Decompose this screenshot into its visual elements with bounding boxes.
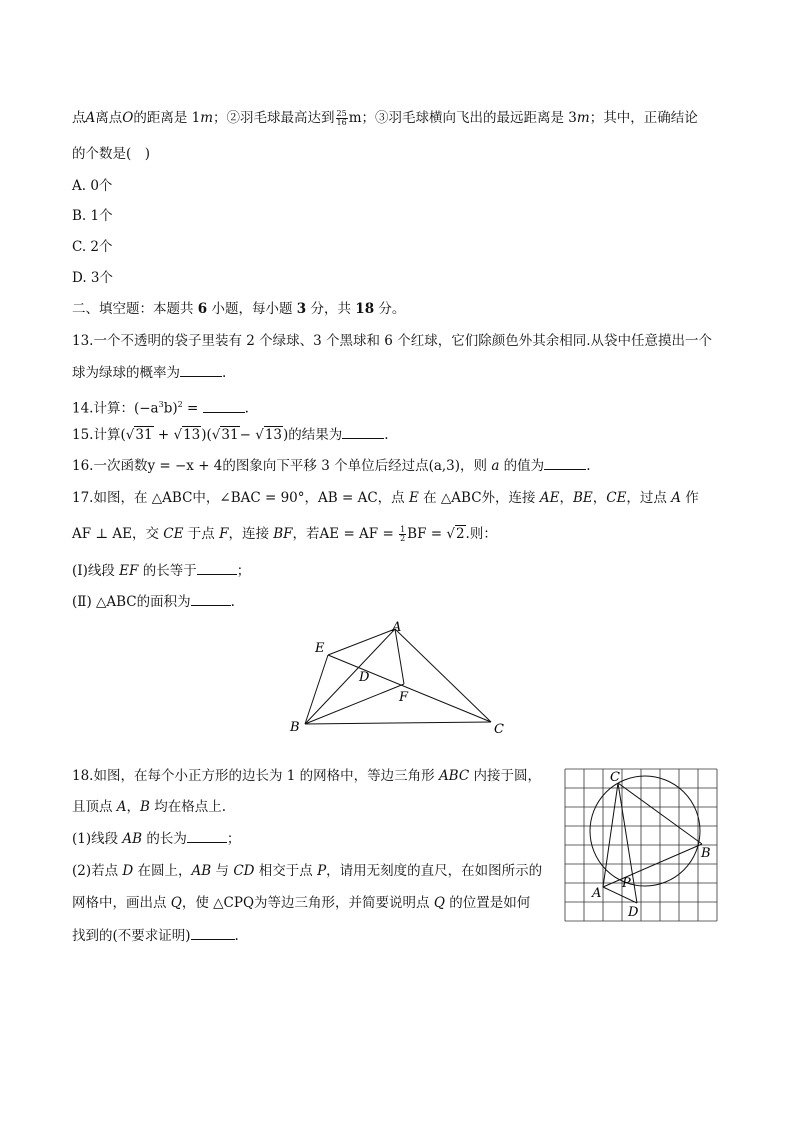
var: P [317,863,327,879]
segment-BC [305,722,491,724]
var: B [140,799,150,815]
q12-line-2: 的个数是( ) [72,146,151,162]
text: 内接于圆， [469,768,541,784]
q18-line-4 [72,893,530,913]
label-D: D [628,905,639,920]
label-D: D [359,670,370,685]
segment-AF [395,629,404,684]
q18-figure [562,766,722,926]
segment-EB [305,655,328,724]
var: EF [119,563,139,579]
period: . [384,427,389,443]
q17-part-1 [72,561,250,581]
segment-AC [603,783,618,887]
sqrt-31: √31 [125,427,153,443]
var-O: O [122,110,134,126]
label-C: C [610,770,620,785]
text: 的长为 [142,831,187,847]
var: A [116,799,127,815]
segment-AD [603,887,637,903]
label-P: P [622,876,631,891]
text: (Ⅰ)线段 [72,563,120,579]
denominator: 16 [336,118,347,127]
q18-line-1 [72,766,541,786]
answer-blank[interactable] [191,926,235,940]
q15 [72,425,389,445]
text: 16.一次函数y = −x + 4的图象向下平移 3 个单位后经过点(a,3)，则 [72,458,492,474]
segment-AB [603,844,702,887]
period: . [222,365,227,381]
period: . [230,594,235,610]
text: 分。 [374,301,406,317]
q12-option-a: A. 0个 [72,178,113,194]
num: 6 [197,301,208,317]
text: ，若AE = AF = [292,526,399,542]
num: 3 [296,301,307,317]
text: ， [559,490,573,506]
text: AF ⊥ AE，交 [72,526,164,542]
text: 的长等于 [138,563,197,579]
text: 球为绿球的概率为 [72,365,180,381]
q12-option-d: D. 3个 [72,270,114,286]
var: CD [233,863,255,879]
segment-EC [328,655,491,722]
text: 作 [680,490,699,506]
text: ； [226,831,241,847]
text: ， [126,799,141,815]
text: ，连接 [228,526,274,542]
text: ；其中，正确结论 [589,110,698,126]
text: 与 [211,863,234,879]
label-A: A [392,620,402,635]
text: ；②羽毛球最高达到 [213,110,335,126]
q13-line-2 [72,363,226,383]
q14 [72,395,249,419]
var: E [408,490,419,506]
text: (2)若点 [72,863,123,879]
text: 分，共 [306,301,356,317]
text: ，过点 [626,490,672,506]
text: 找到的(不要求证明) [72,928,191,944]
label-B: B [290,720,300,735]
text: BF = [407,526,447,542]
text: 离点 [95,110,123,126]
section-2-heading [72,299,405,319]
text: 小题，每小题 [207,301,297,317]
sqrt-13: √13 [255,427,282,443]
var: AB [191,863,212,879]
denominator: 2 [400,534,406,543]
grid [565,769,717,921]
var: CE [606,490,627,506]
radicand: 31 [221,427,239,443]
radicand: 13 [264,427,282,443]
text: )( [201,427,212,443]
num: 18 [355,301,375,317]
var: AB [122,831,143,847]
text: 的位置是如何 [444,895,531,911]
segment-AC [395,629,491,722]
q13-line-1: 13.一个不透明的袋子里装有 2 个绿球、3 个黑球和 6 个红球，它们除颜色外其余相同.从袋中任意摸出一个 [72,333,712,349]
text: ， [592,490,607,506]
radicand: 2 [455,526,465,542]
answer-blank[interactable] [342,425,384,439]
answer-blank[interactable] [187,829,227,843]
var: D [122,863,134,879]
figure-lines [305,629,491,724]
text: 网格中，画出点 [72,895,171,911]
text: 相交于点 [254,863,318,879]
answer-blank[interactable] [180,363,222,377]
q12-line-1 [72,108,698,128]
q18-part-2 [72,861,542,881]
var: BF [273,526,293,542]
answer-blank[interactable] [544,456,586,470]
text: m；③羽毛球横向飞出的最远距离是 3 [348,110,577,126]
text: + [153,427,174,443]
numerator: 25 [336,109,347,118]
label-A: A [592,886,602,901]
label-F: F [399,690,409,705]
text: 均在格点上. [149,799,227,815]
q17-figure [280,610,520,740]
text: 的值为 [499,458,545,474]
text: (1)线段 [72,831,123,847]
text: = [182,400,203,417]
unit-m: m [200,110,214,126]
sqrt-31: √31 [211,427,239,443]
sqrt-2: √2 [446,526,465,542]
var: Q [170,895,182,911]
fraction-one-half [399,526,406,543]
exponent: 3 [158,400,164,409]
var: Q [433,895,445,911]
var: ABC [438,768,470,784]
period: . [586,458,591,474]
text: )的结果为 [283,427,343,443]
q12-option-c: C. 2个 [72,239,113,255]
q16 [72,456,590,476]
q12-option-b: B. 1个 [72,208,113,224]
var: A [671,490,681,506]
text: 17.如图，在 △ABC中，∠BAC = 90°，AB = AC，点 [72,490,409,506]
numerator: 1 [400,525,406,534]
text: 点 [72,110,86,126]
exponent: 2 [177,400,183,409]
var-A: A [85,110,96,126]
label-C: C [494,722,504,737]
var: BE [572,490,593,506]
q18-line-5 [72,926,239,946]
q17-part-2 [72,592,235,612]
text: − [239,427,256,443]
text: 且顶点 [72,799,117,815]
q18-line-2 [72,797,226,817]
text: .则： [465,526,497,542]
text: 的距离是 1 [133,110,201,126]
text: 14.计算：(−a [72,400,159,417]
sqrt-13: √13 [173,427,201,443]
var-a: a [491,458,500,474]
q17-line-1 [72,488,699,508]
text: ，使 △CPQ为等边三角形，并简要说明点 [181,895,434,911]
text: 在 △ABC外，连接 [418,490,540,506]
q17-line-2 [72,524,497,544]
text: 18.如图，在每个小正方形的边长为 1 的网格中，等边三角形 [72,768,439,784]
text: b) [163,400,178,417]
radicand: 13 [183,427,201,443]
text: ； [236,563,251,579]
text: 于点 [183,526,220,542]
answer-blank[interactable] [203,399,245,413]
text: (Ⅱ) △ABC的面积为 [72,594,191,610]
var: F [219,526,229,542]
label-B: B [701,846,711,861]
period: . [244,400,249,417]
fraction-25-16 [336,110,348,127]
answer-blank[interactable] [197,561,237,575]
text: 二、填空题：本题共 [72,301,198,317]
q18-part-1 [72,829,240,849]
answer-blank[interactable] [191,592,231,606]
var: CE [163,526,184,542]
segment-EA [328,629,395,655]
unit-m: m [576,110,590,126]
text: ，请用无刻度的直尺，在如图所示的 [326,863,543,879]
text: 15.计算( [72,427,126,443]
period: . [234,928,239,944]
var: AE [539,490,560,506]
text: 在圆上， [133,863,192,879]
label-E: E [315,641,325,656]
segment-BF [305,684,404,724]
radicand: 31 [135,427,153,443]
